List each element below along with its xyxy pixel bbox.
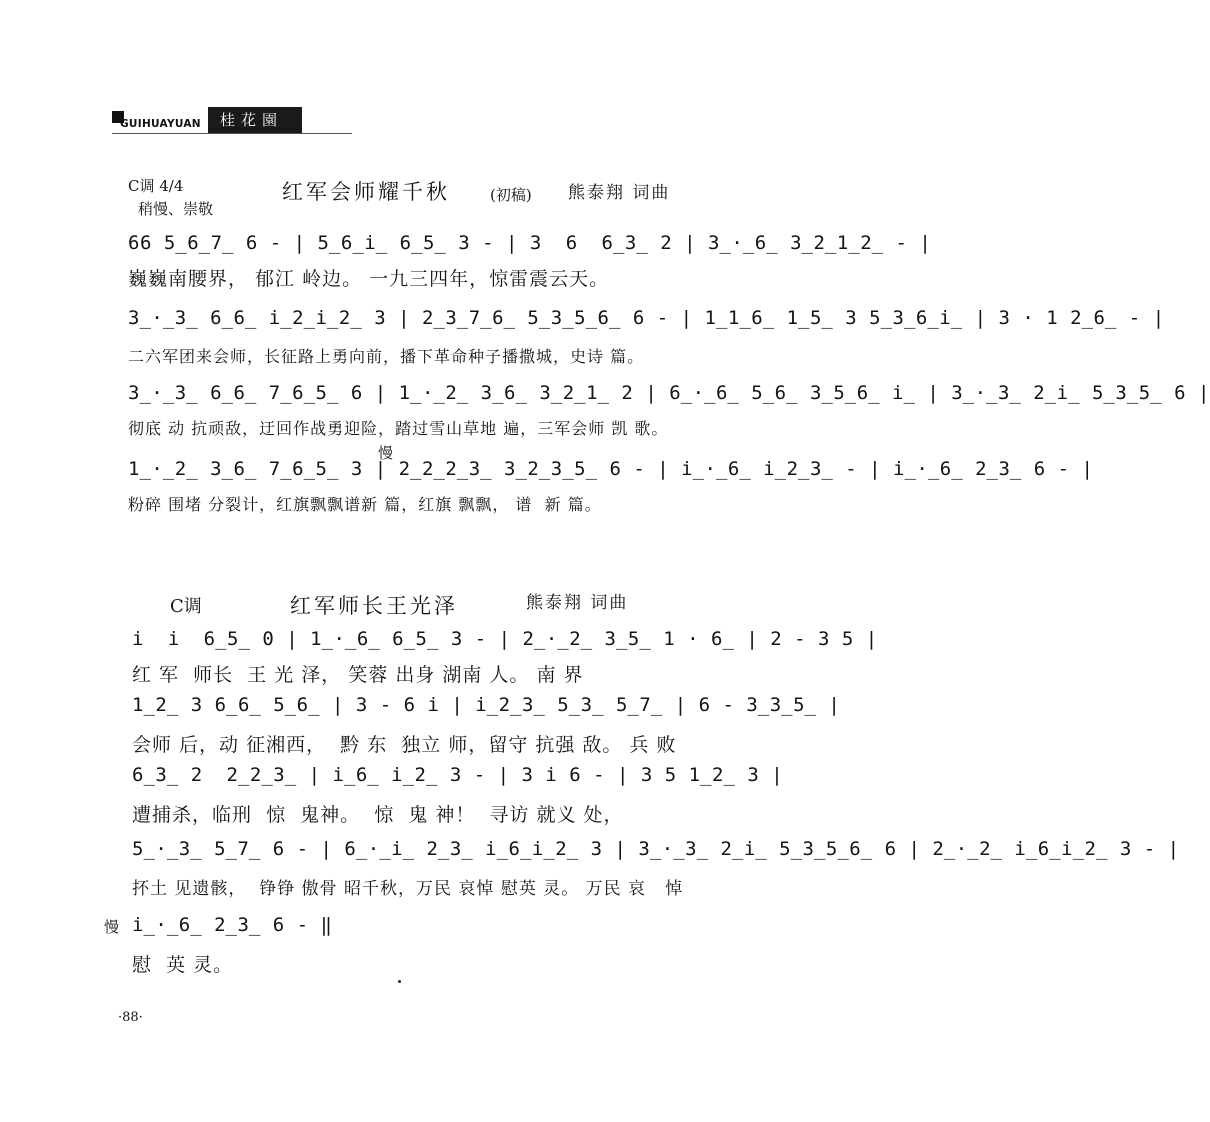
ink-speck [398, 980, 401, 983]
song1-lyric-row-2: 二六军团来会师，长征路上勇向前，播下革命种子播撒城，史诗 篇。 [128, 347, 645, 366]
song2-notation-row-3: 6̲3̲ 2 2̲2̲3̲ | i̲6̲ i̲2̲ 3 - | 3 i 6 - | 3 5 1̲2̲ 3 | [132, 764, 784, 786]
song1-key: C调 4/4 [128, 177, 184, 195]
song1-title-note: (初稿) [490, 186, 532, 204]
song2-lyric-row-3: 遭捕杀，临刑 惊 鬼神。 惊 鬼 神！ 寻访 就义 处， [132, 804, 624, 826]
song2-notation-row-1: i i 6̲5̲ 0 | 1̲·̲6̲ 6̲5̲ 3 - | 2̲·̲2̲ 3̲5̲ 1 · 6̲ | 2 - 3 5 | [132, 628, 878, 650]
song1-slow-mark: 慢 [378, 444, 394, 462]
song1-notation-row-2: 3̲·̲3̲ 6̲6̲ i̲2̲i̲2̲ 3 | 2̲3̲7̲6̲ 5̲3̲5̲6̲ 6 - | 1̲1̲6̲ 1̲5̲ 3 5̲3̲6̲i̲ | 3 · 1 2̲6̲ - | [128, 307, 1165, 329]
header-rule [112, 133, 352, 134]
song2-notation-row-5: i̲·̲6̲ 2̲3̲ 6 - ‖ [132, 914, 333, 936]
page-number: ·88· [118, 1010, 143, 1025]
magazine-name-en: GUIHUAYUAN [120, 118, 201, 130]
song2-author: 熊泰翔 词曲 [526, 593, 629, 613]
magazine-name-cn: 桂花園 [208, 107, 302, 134]
song1-title: 红军会师耀千秋 [282, 180, 450, 204]
song1-notation-row-4: 1̲·̲2̲ 3̲6̲ 7̲6̲5̲ 3 | 2̲2̲2̲3̲ 3̲2̲3̲5̲ 6 - | i̲·̲6̲ i̲2̲3̲ - | i̲·̲6̲ 2̲3̲ 6 - | [128, 458, 1094, 480]
song2-title: 红军师长王光泽 [290, 594, 458, 618]
song1-tempo: 稍慢、崇敬 [138, 200, 214, 218]
song1-notation-row-1: 66 5̲6̲7̲ 6 - | 5̲6̲i̲ 6̲5̲ 3 - | 3 6 6̲3̲ 2 | 3̲·̲6̲ 3̲2̲1̲2̲ - | [128, 232, 932, 254]
song2-key: C调 [170, 596, 202, 617]
song1-lyric-row-3: 彻底 动 抗顽敌，迂回作战勇迎险，踏过雪山草地 遍，三军会师 凯 歌。 [128, 419, 669, 438]
song2-notation-row-4: 5̲·̲3̲ 5̲7̲ 6 - | 6̲·̲i̲ 2̲3̲ i̲6̲i̲2̲ 3 | 3̲·̲3̲ 2̲i̲ 5̲3̲5̲6̲ 6 | 2̲·̲2̲ i̲6̲i̲2̲ 3 - | [132, 838, 1180, 860]
song1-lyric-row-1: 巍巍南腰界， 郁江 岭边。 一九三四年，惊雷震云天。 [128, 268, 610, 290]
song2-slow-mark: 慢 [104, 918, 120, 936]
song1-lyric-row-4: 粉碎 围堵 分裂计，红旗飘飘谱新 篇，红旗 飘飘， 谱 新 篇。 [128, 495, 602, 514]
song2-lyric-row-4: 抔土 见遗骸， 铮铮 傲骨 昭千秋，万民 哀悼 慰英 灵。 万民 哀 悼 [132, 879, 684, 899]
song2-lyric-row-2: 会师 后，动 征湘西， 黔 东 独立 师，留守 抗强 敌。 兵 败 [132, 734, 677, 756]
song2-lyric-row-5: 慰 英 灵。 [132, 954, 234, 976]
song2-lyric-row-1: 红 军 师长 王 光 泽， 笑蓉 出身 湖南 人。 南 界 [132, 664, 584, 686]
song2-notation-row-2: 1̲2̲ 3 6̲6̲ 5̲6̲ | 3 - 6 i | i̲2̲3̲ 5̲3̲ 5̲7̲ | 6 - 3̲3̲5̲ | [132, 694, 841, 716]
song1-author: 熊泰翔 词曲 [568, 183, 671, 203]
song1-notation-row-3: 3̲·̲3̲ 6̲6̲ 7̲6̲5̲ 6 | 1̲·̲2̲ 3̲6̲ 3̲2̲1̲ 2 | 6̲·̲6̲ 5̲6̲ 3̲5̲6̲ i̲ | 3̲·̲3̲ 2̲i̲ 5̲3̲5̲ 6 | [128, 382, 1210, 404]
